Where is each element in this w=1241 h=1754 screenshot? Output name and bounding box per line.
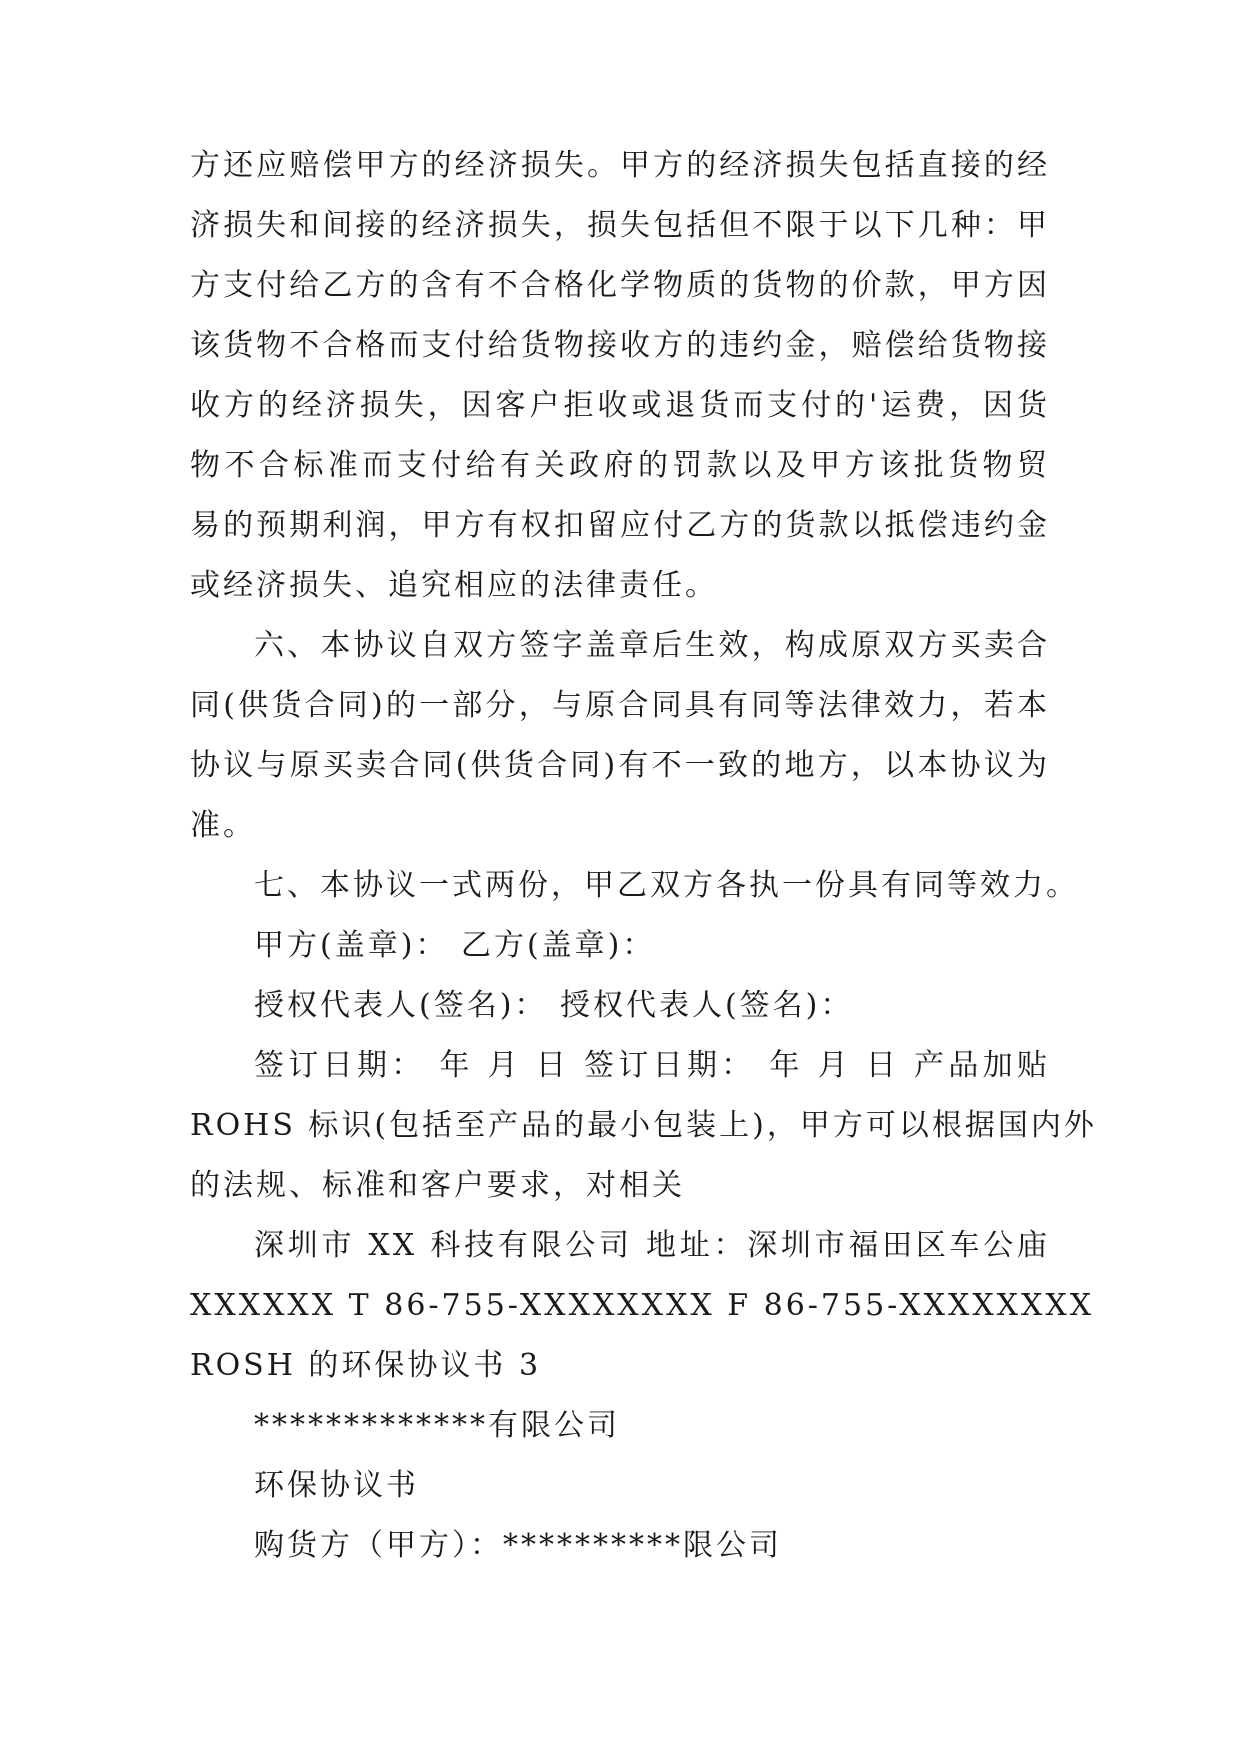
text-line: 物不合标准而支付给有关政府的罚款以及甲方该批货物贸	[190, 448, 1050, 483]
text-line: 易的预期利润，甲方有权扣留应付乙方的货款以抵偿违约金	[190, 508, 1050, 543]
text-line: 该货物不合格而支付给货物接收方的违约金，赔偿给货物接	[190, 328, 1050, 363]
text-line: 准。	[190, 808, 256, 843]
text-line: 购货方（甲方）：**********限公司	[254, 1528, 782, 1563]
text-line: 的法规、标准和客户要求，对相关	[190, 1168, 685, 1203]
text-line: 同(供货合同)的一部分，与原合同具有同等法律效力，若本	[190, 688, 1050, 723]
text-line: 环保协议书	[254, 1468, 419, 1503]
text-line: ROHS 标识(包括至产品的最小包装上)，甲方可以根据国内外	[190, 1108, 1097, 1143]
text-line: ROSH 的环保协议书 3	[190, 1348, 542, 1383]
text-line: 收方的经济损失，因客户拒收或退货而支付的'运费，因货	[190, 388, 1050, 423]
text-line: XXXXXX T 86-755-XXXXXXXX F 86-755-XXXXXXXX	[190, 1288, 1095, 1323]
text-line: 济损失和间接的经济损失，损失包括但不限于以下几种：甲	[190, 208, 1050, 243]
text-line: 授权代表人(签名)： 授权代表人(签名)：	[254, 988, 854, 1023]
text-line: 或经济损失、追究相应的法律责任。	[190, 568, 718, 603]
text-line: 方支付给乙方的含有不合格化学物质的货物的价款，甲方因	[190, 268, 1050, 303]
text-line: 方还应赔偿甲方的经济损失。甲方的经济损失包括直接的经	[190, 148, 1050, 183]
text-line: 七、本协议一式两份，甲乙双方各执一份具有同等效力。	[254, 868, 1079, 903]
text-line: 六、本协议自双方签字盖章后生效，构成原双方买卖合	[254, 628, 1050, 663]
document-body	[190, 136, 1097, 1576]
text-line: 签订日期： 年 月 日 签订日期： 年 月 日 产品加贴	[254, 1048, 1050, 1083]
text-line: *************有限公司	[254, 1408, 620, 1443]
text-line: 深圳市 XX 科技有限公司 地址：深圳市福田区车公庙	[254, 1228, 1050, 1263]
text-line: 协议与原买卖合同(供货合同)有不一致的地方，以本协议为	[190, 748, 1050, 783]
text-line: 甲方(盖章)： 乙方(盖章)：	[254, 928, 656, 963]
